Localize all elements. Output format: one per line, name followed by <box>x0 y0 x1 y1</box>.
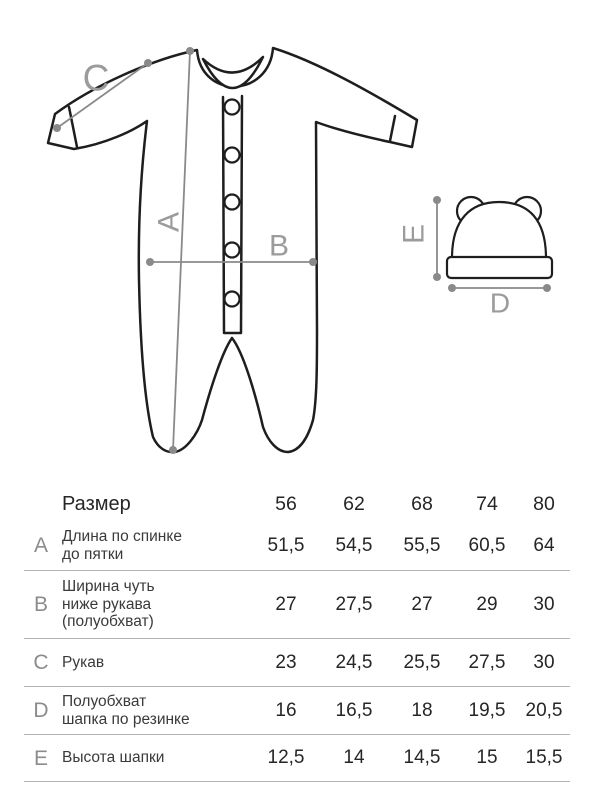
table-header-row <box>24 488 570 521</box>
size-table <box>24 488 570 782</box>
row-value: 18 <box>411 699 433 721</box>
row-letter: A <box>33 534 48 557</box>
row-label <box>58 693 252 728</box>
row-letter: C <box>33 651 49 674</box>
snap-button <box>225 243 240 258</box>
snap-button <box>225 195 240 210</box>
row-label-line: Длина по спинке <box>62 528 182 545</box>
row-value: 15 <box>476 747 498 768</box>
diagram-label-e: E <box>397 223 431 245</box>
snap-button <box>225 292 240 307</box>
row-letter: E <box>33 746 48 770</box>
snap-button <box>225 100 240 115</box>
row-value: 23 <box>275 651 297 673</box>
size-column-56: 56 <box>275 493 297 515</box>
row-value: 51,5 <box>267 534 305 556</box>
diagram-label-a: A <box>152 211 186 233</box>
snap-button <box>225 148 240 163</box>
row-value: 29 <box>476 593 498 615</box>
row-value: 55,5 <box>403 534 441 556</box>
row-value: 19,5 <box>468 699 506 721</box>
row-value: 16,5 <box>335 699 373 721</box>
table-title: Размер <box>62 493 131 515</box>
measure-line-e <box>433 196 441 281</box>
row-value: 27,5 <box>335 593 373 615</box>
row-label <box>58 578 252 631</box>
onesie-drawing <box>48 48 417 452</box>
row-value: 20,5 <box>525 699 563 721</box>
row-label <box>58 654 252 672</box>
row-value: 64 <box>533 534 555 556</box>
row-label <box>58 528 252 563</box>
row-label-line: шапка по резинке <box>62 710 190 728</box>
row-value: 16 <box>275 699 297 721</box>
table-row-d <box>24 687 570 735</box>
row-label-line: Полуобхват <box>62 693 147 710</box>
row-label-line: Рукав <box>62 653 105 671</box>
table-row-c <box>24 639 570 687</box>
row-value: 54,5 <box>335 534 373 556</box>
size-column-68: 68 <box>411 493 433 515</box>
row-value: 14,5 <box>403 747 441 768</box>
row-letter: B <box>33 593 48 616</box>
diagram-label-c: C <box>82 57 110 99</box>
row-value: 30 <box>533 651 555 673</box>
row-label-line: ниже рукава <box>62 595 152 613</box>
row-value: 27 <box>411 593 433 615</box>
size-column-62: 62 <box>343 493 365 515</box>
row-value: 14 <box>343 747 365 768</box>
row-label-line: (полуобхват) <box>62 613 154 631</box>
size-column-80: 80 <box>533 493 555 515</box>
row-value: 25,5 <box>403 651 441 673</box>
diagram-label-b: B <box>268 229 290 263</box>
row-label-line: до пятки <box>62 545 124 563</box>
diagram-label-d: D <box>489 287 511 319</box>
row-value: 12,5 <box>267 747 305 768</box>
row-value: 27 <box>275 593 297 615</box>
size-column-74: 74 <box>476 493 498 515</box>
table-row-b <box>24 571 570 639</box>
table-row-e <box>24 735 570 782</box>
hat-drawing <box>447 197 552 278</box>
row-value: 60,5 <box>468 534 506 556</box>
row-label <box>58 749 252 767</box>
hat-band <box>447 257 552 278</box>
row-label-line: Высота шапки <box>62 749 165 767</box>
row-letter: D <box>33 699 49 722</box>
table-row-a <box>24 521 570 571</box>
row-label-line: Ширина чуть <box>62 578 155 596</box>
row-value: 15,5 <box>525 747 563 768</box>
row-value: 27,5 <box>468 651 506 673</box>
row-value: 24,5 <box>335 651 373 673</box>
row-value: 30 <box>533 593 555 615</box>
